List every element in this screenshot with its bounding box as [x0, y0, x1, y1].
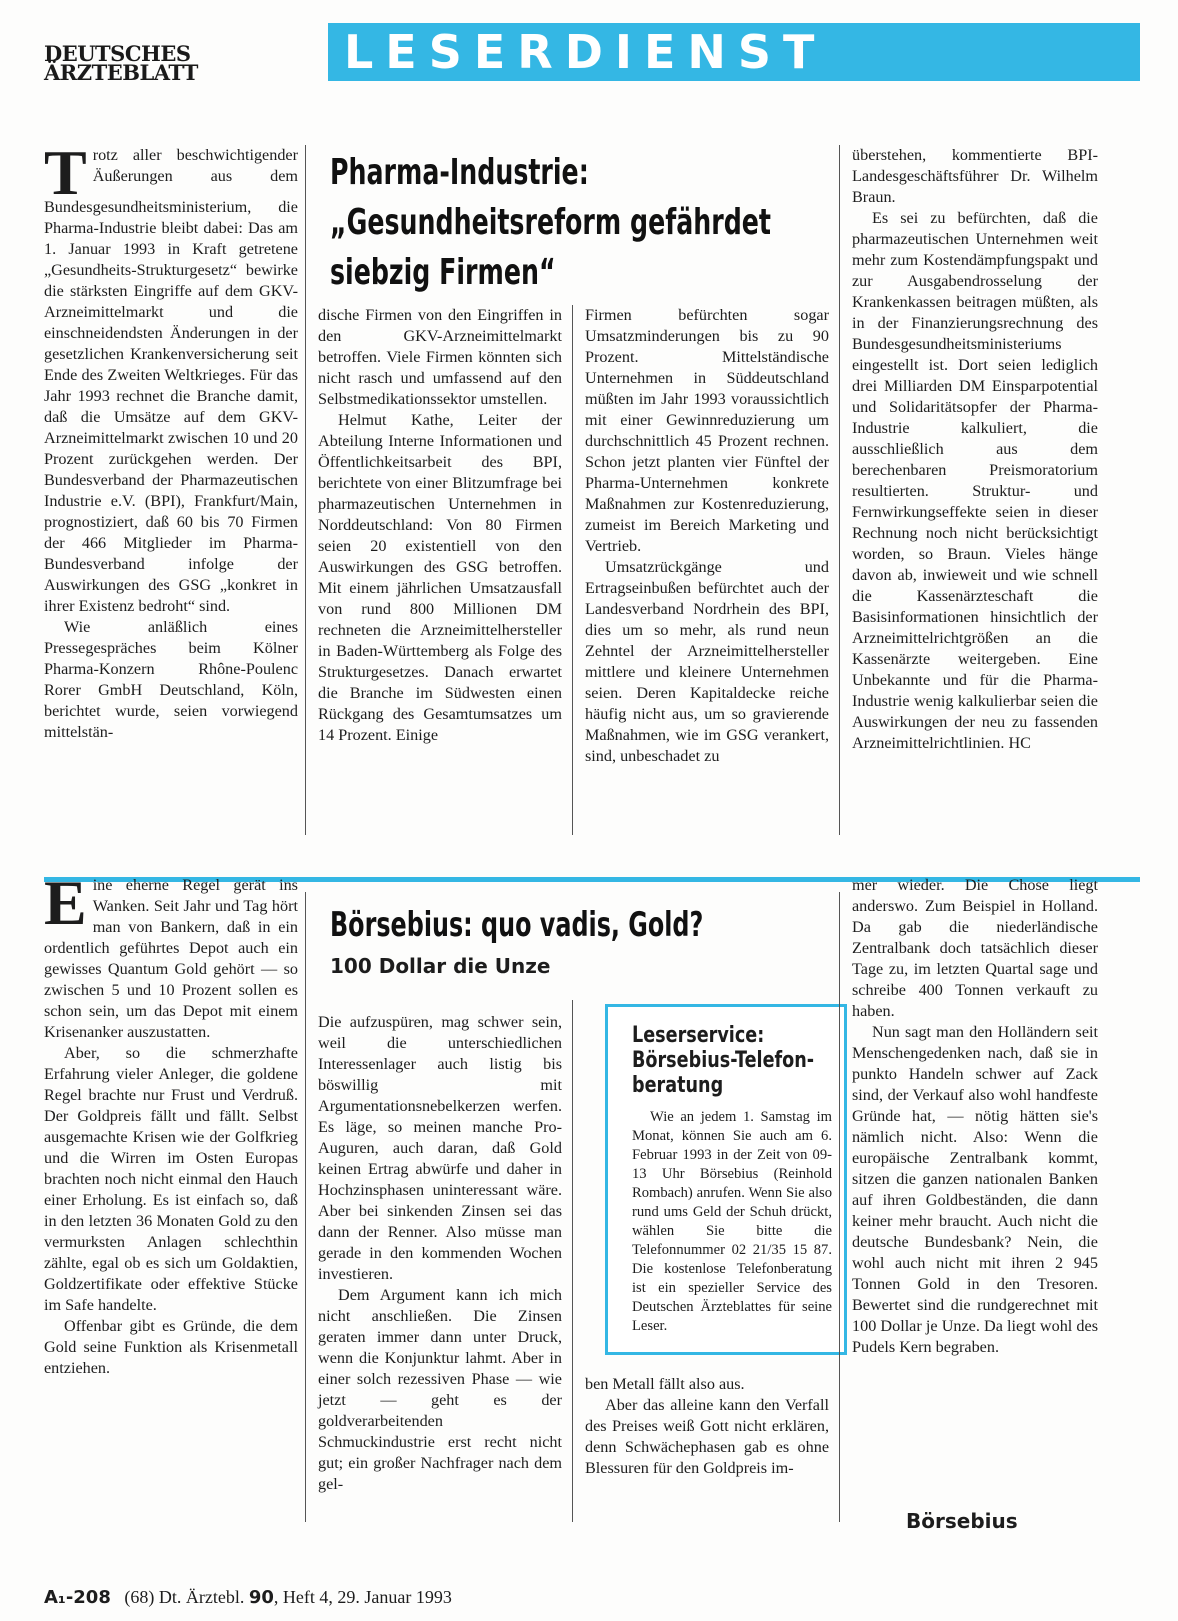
article2-col3-p1: ben Metall fällt also aus. — [585, 1375, 745, 1393]
article2-column-4 — [852, 875, 1098, 1358]
column-divider — [305, 892, 306, 1522]
article1-column-3 — [585, 305, 829, 767]
article2-signature: Börsebius — [906, 1509, 1018, 1533]
article2-col2-p2: Dem Argument kann ich mich nicht anschließen. Die Zinsen geraten immer dann unter Druck, wenn die Konjunktur lahmt. Aber in einer solch rezessiven Phase — wie jetzt — geht es der goldverarbeitenden Schmuckindustrie erst recht nicht gut; ein großer Nachfrager nach dem gel- — [318, 1286, 562, 1493]
box-title-line3: beratung — [632, 1073, 724, 1098]
box-text: Wie an jedem 1. Samstag im Monat, können Sie auch am 6. Februar 1993 in der Zeit von 09-13 Uhr Börsebius (Reinhold Rombach) anrufen. Wenn Sie also rund ums Geld der Schuh drückt, wählen Sie bitte die Telefonnummer 02 21/35 15 87. Die kostenlose Telefonberatung ist ein spezieller Service des Deutschen Ärzteblattes für seine Leser. — [632, 1109, 832, 1334]
article1-headline — [330, 148, 845, 298]
article1-col1-p2: Wie anläßlich eines Pressegespräches beim Kölner Pharma-Konzern Rhône-Poulenc Rorer GmbH Deutschland, Köln, berichtet wurde, seien vorwiegend mittelstän- — [44, 618, 298, 741]
article2-col1-p2: Aber, so die schmerzhafte Erfahrung vieler Anleger, die goldene Regel brachte nur Frust und Verdruß. Der Goldpreis fällt und fällt. Selbst ausgemachte Krisen wie der Golfkrieg und die Wirren im Osten Europas brachten noch nicht einmal den Hauch einer Erholung. Es ist einfach so, daß in den letzten 36 Monaten Gold zu den vermurksten Anlagen schlechthin zählte, egal ob es sich um Goldaktien, Goldzertifikate oder effektive Stücke im Safe handelte. — [44, 1044, 298, 1314]
article1-column-1 — [44, 137, 298, 743]
box-title-line2: Börsebius-Telefon- — [632, 1048, 815, 1073]
section-banner — [328, 23, 1140, 81]
citation-post: , Heft 4, 29. Januar 1993 — [273, 1587, 452, 1607]
column-divider — [572, 1000, 573, 1522]
article2-col3-p2: Aber das alleine kann den Verfall des Preises weiß Gott nicht erklären, denn Schwächephasen gab es ohne Blessuren für den Goldpreis im- — [585, 1396, 829, 1477]
box-title — [632, 1023, 840, 1098]
article1-col4-p2: Es sei zu befürchten, daß die pharmazeutischen Unternehmen weit mehr zum Kostendämpfungspakt und zur Ausgabendrosselung der Krankenkassen beitragen müßten, als in der Finanzierungsrechnung des Bundesgesundheitsministeriums eingestellt ist. Dort seien lediglich drei Milliarden DM Einsparpotential und Solidaritätsopfer der Pharma-Industrie kalkuliert, die ausschließlich aus dem berechenbaren Preismoratorium resultierten. Struktur- und Fernwirkungseffekte seien in dieser Rechnung noch nicht berücksichtigt worden, so Braun. Vieles hänge davon ab, inwieweit und wie schnell die Kassenärzteschaft die Basisinformationen hinsichtlich der Arzneimittelrichtgrößen an die Kassenärzte weitergeben. Eine Unbekannte und für die Pharma-Industrie wenig kalkulierbar seien die Auswirkungen der neu zu fassenden Arzneimittelrichtlinien. — [852, 209, 1098, 752]
citation-pre: (68) Dt. Ärztebl. — [124, 1587, 245, 1607]
article1-dropcap: T — [44, 137, 87, 208]
article1-headline-line2: „Gesundheitsreform gefährdet — [330, 202, 772, 243]
article1-col3-p1: Firmen befürchten sogar Umsatzminderungen bis zu 90 Prozent. Mittelständische Unternehmen in Süddeutschland müßten im Jahr 1993 voraussichtlich mit einer Gewinnreduzierung um durchschnittlich 45 Prozent rechnen. Schon jetzt planten vier Fünftel der Pharma-Unternehmen konkrete Maßnahmen zur Kostenreduzierung, zumeist im Bereich Marketing und Vertrieb. — [585, 306, 829, 555]
column-divider — [305, 145, 306, 835]
article2-column-3 — [585, 1374, 829, 1479]
article1-headline-line1: Pharma-Industrie: — [330, 152, 589, 193]
article2-headline: Börsebius: quo vadis, Gold? — [330, 905, 704, 945]
article2-dropcap: E — [44, 867, 87, 938]
column-divider — [572, 305, 573, 835]
article1-column-4 — [852, 145, 1098, 754]
citation-volume: 90 — [248, 1587, 274, 1608]
article1-column-2 — [318, 305, 562, 746]
article1-headline-line3: siebzig Firmen“ — [330, 252, 556, 293]
journal-logo — [44, 41, 198, 85]
column-divider — [839, 145, 840, 835]
article2-col2-p1: Die aufzuspüren, mag schwer sein, weil die unterschiedlichen Interessenlager auch listig bis böswillig mit Argumentationsnebelkerzen werfen. Es läge, so meinen manche Pro-Auguren, auch daran, daß Gold keinen Ertrag abwürfe und daher in Hochzinsphasen uninteressant wäre. Aber bei sinkenden Zinsen sei das dann der Renner. Also müsse man gerade in den kommenden Wochen investieren. — [318, 1013, 562, 1283]
article1-col2-p1: dische Firmen von den Eingriffen in den GKV-Arzneimittelmarkt betroffen. Viele Firmen könnten sich nicht rasch und umfassend auf den Selbstmedikationssektor umstellen. — [318, 306, 562, 408]
box-title-line1: Leserservice: — [632, 1023, 765, 1048]
article2-column-2 — [318, 1012, 562, 1495]
logo-line-1: DEUTSCHES — [44, 41, 191, 66]
section-title: LESERDIENST — [344, 25, 827, 79]
logo-line-2: ÄRZTEBLATT — [44, 60, 198, 85]
article2-col4-p2: Nun sagt man den Holländern seit Menschengedenken nach, daß sie in punkto Handeln schwer auf Zack sind, der Verkauf also wohl handfeste Gründe hat, — nötig hätten sie's nämlich nicht. Also: Wenn die europäische Zentralbank kommt, sitzen die ganzen nationalen Banken auf ihren Goldbeständen, die dann keiner mehr braucht. Auch nicht die deutsche Bundesbank? Nein, die wohl auch nicht mit ihren 2 945 Tonnen Gold in den Tresoren. Bewertet sind die rundgerechnet mit 100 Dollar je Unze. Da liegt wohl des Pudels Kern begraben. — [852, 1023, 1098, 1356]
page-footer — [44, 1587, 452, 1608]
article1-col3-p2: Umsatzrückgänge und Ertragseinbußen befürchtet auch der Landesverband Nordrhein des BPI, dies um so mehr, als rund neun Zehntel der Arzneimittelhersteller mittlere und kleinere Unternehmen seien. Deren Kapitaldecke reiche häufig nicht aus, um so gravierende Maßnahmen, wie im GSG verankert, sind, unbeschadet zu — [585, 558, 829, 765]
article2-col4-p1: mer wieder. Die Chose liegt anderswo. Zum Beispiel in Holland. Da gab die niederländische Zentralbank doch tatsächlich dieser Tage zu, im letzten Quartal sage und schreibe 400 Tonnen verkauft zu haben. — [852, 876, 1098, 1020]
column-divider — [839, 892, 840, 1522]
article1-col2-p2: Helmut Kathe, Leiter der Abteilung Interne Informationen und Öffentlichkeitsarbeit des BPI, berichtete von einer Blitzumfrage bei pharmazeutischen Unternehmen in Norddeutschland: Von 80 Firmen seien 20 existentiell von den Auswirkungen des GSG betroffen. Mit einem jährlichen Umsatzausfall von rund 800 Millionen DM rechneten die Arzneimittelhersteller in Baden-Württemberg als Folge des Strukturgesetzes. Danach erwartet die Branche im Südwesten einen Rückgang des Gesamtumsatzes um 14 Prozent. Einige — [318, 411, 562, 744]
leserservice-box — [605, 1004, 847, 1355]
article2-column-1 — [44, 867, 298, 1379]
article1-author: HC — [1008, 734, 1031, 752]
article2-col1-p1: ine eherne Regel gerät ins Wanken. Seit Jahr und Tag hört man von Bankern, daß in ein ordentlich geführtes Depot auch ein gewisses Quantum Gold gehört — so zwischen 5 und 10 Prozent sollen es schon sein, um das Depot mit einem Krisenanker auszustatten. — [44, 876, 298, 1041]
article2-subhead: 100 Dollar die Unze — [330, 954, 551, 978]
page-number: A₁-208 — [44, 1587, 111, 1608]
article1-col4-p1: überstehen, kommentierte BPI-Landesgeschäftsführer Dr. Wilhelm Braun. — [852, 146, 1098, 206]
article2-col1-p3: Offenbar gibt es Gründe, die dem Gold seine Funktion als Krisenmetall entziehen. — [44, 1317, 298, 1377]
article1-col1-p1: rotz aller beschwichtigender Äußerungen aus dem Bundesgesundheitsministerium, die Pharma-Industrie bleibt dabei: Das am 1. Januar 1993 in Kraft getretene „Gesundheits-Strukturgesetz“ bewirke die stärksten Eingriffe auf dem GKV-Arzneimittelmarkt und die einschneidendsten Änderungen in der gesetzlichen Krankenversicherung seit Ende des Zweiten Weltkrieges. Für das Jahr 1993 rechnet die Branche damit, daß die Umsätze auf dem GKV-Arzneimittelmarkt zwischen 10 und 20 Prozent zurückgehen werden. Der Bundesverband der Pharmazeutischen Industrie e.V. (BPI), Frankfurt/Main, prognostiziert, daß 60 bis 70 Firmen der 466 Mitglieder im Pharma-Bundesverband infolge der Auswirkungen des GSG „konkret in ihrer Existenz bedroht“ sind. — [44, 146, 298, 615]
